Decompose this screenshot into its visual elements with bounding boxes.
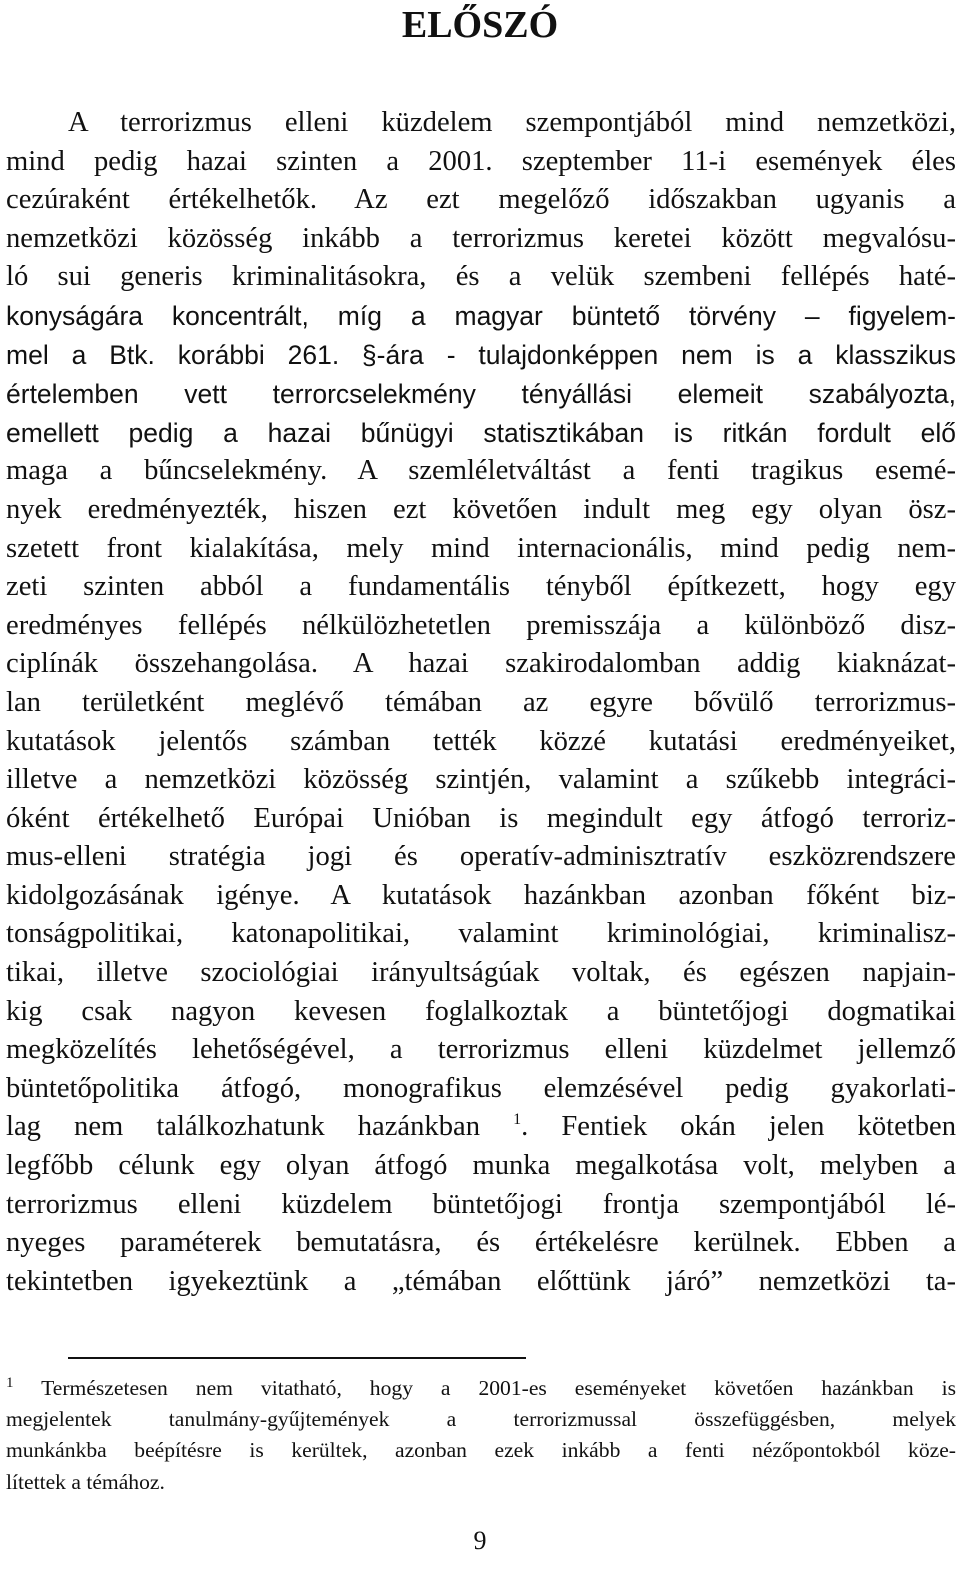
body-line (6, 1108, 956, 1147)
body-line: kidolgozásának igénye. A kutatások hazánkban azonban főként biz- (6, 879, 956, 911)
body-line: tekintetben igyekeztünk a „témában előttünk járó” nemzetközi ta- (6, 1265, 956, 1297)
body-line: cezúraként értékelhetők. Az ezt megelőző időszakban ugyanis a (6, 184, 956, 216)
body-line: maga a bűncselekmény. A szemléletváltást a fenti tragikus esemé- (6, 455, 956, 487)
body-line: tonságpolitikai, katonapolitikai, valamint kriminológiai, kriminalisz- (6, 918, 956, 950)
body-line: konyságára koncentrált, míg a magyar büntető törvény – figyelem- (6, 300, 956, 331)
body-line: megközelítés lehetőségével, a terrorizmus elleni küzdelmet jellemző (6, 1034, 956, 1066)
footnote (6, 1373, 956, 1498)
body-line: ló sui generis kriminalitásokra, és a velük szembeni fellépés haté- (6, 261, 956, 293)
body-line: büntetőpolitika átfogó, monografikus elemzésével pedig gyakorlati- (6, 1072, 956, 1104)
body-line: tikai, illetve szociológiai irányultságúak voltak, és egészen napjain- (6, 957, 956, 989)
body-line: zeti szinten abból a fundamentális tényből építkezett, hogy egy (6, 571, 956, 603)
body-line: szetett front kialakítása, mely mind internacionális, mind pedig nem- (6, 532, 956, 564)
body-line: óként értékelhető Európai Unióban is megindult egy átfogó terroriz- (6, 802, 956, 834)
body-line: ciplínák összehangolása. A hazai szakirodalomban addig kiaknázat- (6, 648, 956, 680)
foreword-body (6, 104, 956, 1301)
body-line: emellett pedig a hazai bűnügyi statisztikában is ritkán fordult elő (6, 417, 956, 448)
footnote-line: munkánkba beépítésre is kerültek, azonban ezek inkább a fenti nézőpontokból köze- (6, 1438, 956, 1463)
body-line: terrorizmus elleni küzdelem büntetőjogi frontja szempontjából lé- (6, 1188, 956, 1220)
body-line: mind pedig hazai szinten a 2001. szeptember 11-i események éles (6, 145, 956, 177)
section-sign: § (361, 339, 377, 370)
body-line (6, 336, 956, 376)
body-line: legfőbb célunk egy olyan átfogó munka megalkotása volt, melyben a (6, 1150, 956, 1182)
page-number: 9 (473, 1526, 487, 1555)
footnote-divider (68, 1357, 526, 1359)
body-line-part: lag nem találkozhatunk hazánkban (6, 1111, 481, 1143)
page-title: ELŐSZÓ (401, 4, 559, 46)
body-line: nyeges paraméterek bemutatásra, és értékelésre kerülnek. Ebben a (6, 1227, 956, 1259)
body-line: A terrorizmus elleni küzdelem szempontjából mind nemzetközi, (68, 107, 956, 138)
body-line: illetve a nemzetközi közösség szintjén, valamint a szűkebb integráci- (6, 764, 956, 796)
footnote-reference[interactable]: 1 (513, 1111, 522, 1129)
body-line: kutatások jelentős számban tették közzé kutatási eredményeiket, (6, 725, 956, 757)
footnote-line-text: Természetesen nem vitatható, hogy a 2001-es eseményeket követően hazánkban is (41, 1376, 956, 1400)
body-line: nemzetközi közösség inkább a terrorizmus keretei között megvalósu- (6, 222, 956, 254)
body-line: nyek eredményezték, hiszen ezt követően indult meg egy olyan ösz- (6, 493, 956, 525)
body-line: lan területként meglévő témában az egyre bővülő terrorizmus- (6, 686, 956, 718)
body-line-part: mel a Btk. korábbi 261. (6, 339, 340, 370)
body-line-part: -ára - tulajdonképpen nem is a klasszikus (376, 339, 956, 370)
body-line-part: . Fentiek okán jelen kötetben (521, 1111, 956, 1143)
footnote-line: lítettek a témához. (6, 1469, 165, 1494)
footnote-line (6, 1373, 956, 1404)
body-line: kig csak nagyon kevesen foglalkoztak a büntetőjogi dogmatikai (6, 995, 956, 1027)
footnote-line: megjelentek tanulmány-gyűjtemények a terrorizmussal összefüggésben, melyek (6, 1407, 956, 1432)
body-line: értelemben vett terrorcselekmény tényállási elemeit szabályozta, (6, 379, 956, 410)
body-line: mus-elleni stratégia jogi és operatív-adminisztratív eszközrendszere (6, 841, 956, 873)
footnote-marker: 1 (6, 1375, 14, 1391)
body-line: eredményes fellépés nélkülözhetetlen premisszája a különböző disz- (6, 609, 956, 641)
